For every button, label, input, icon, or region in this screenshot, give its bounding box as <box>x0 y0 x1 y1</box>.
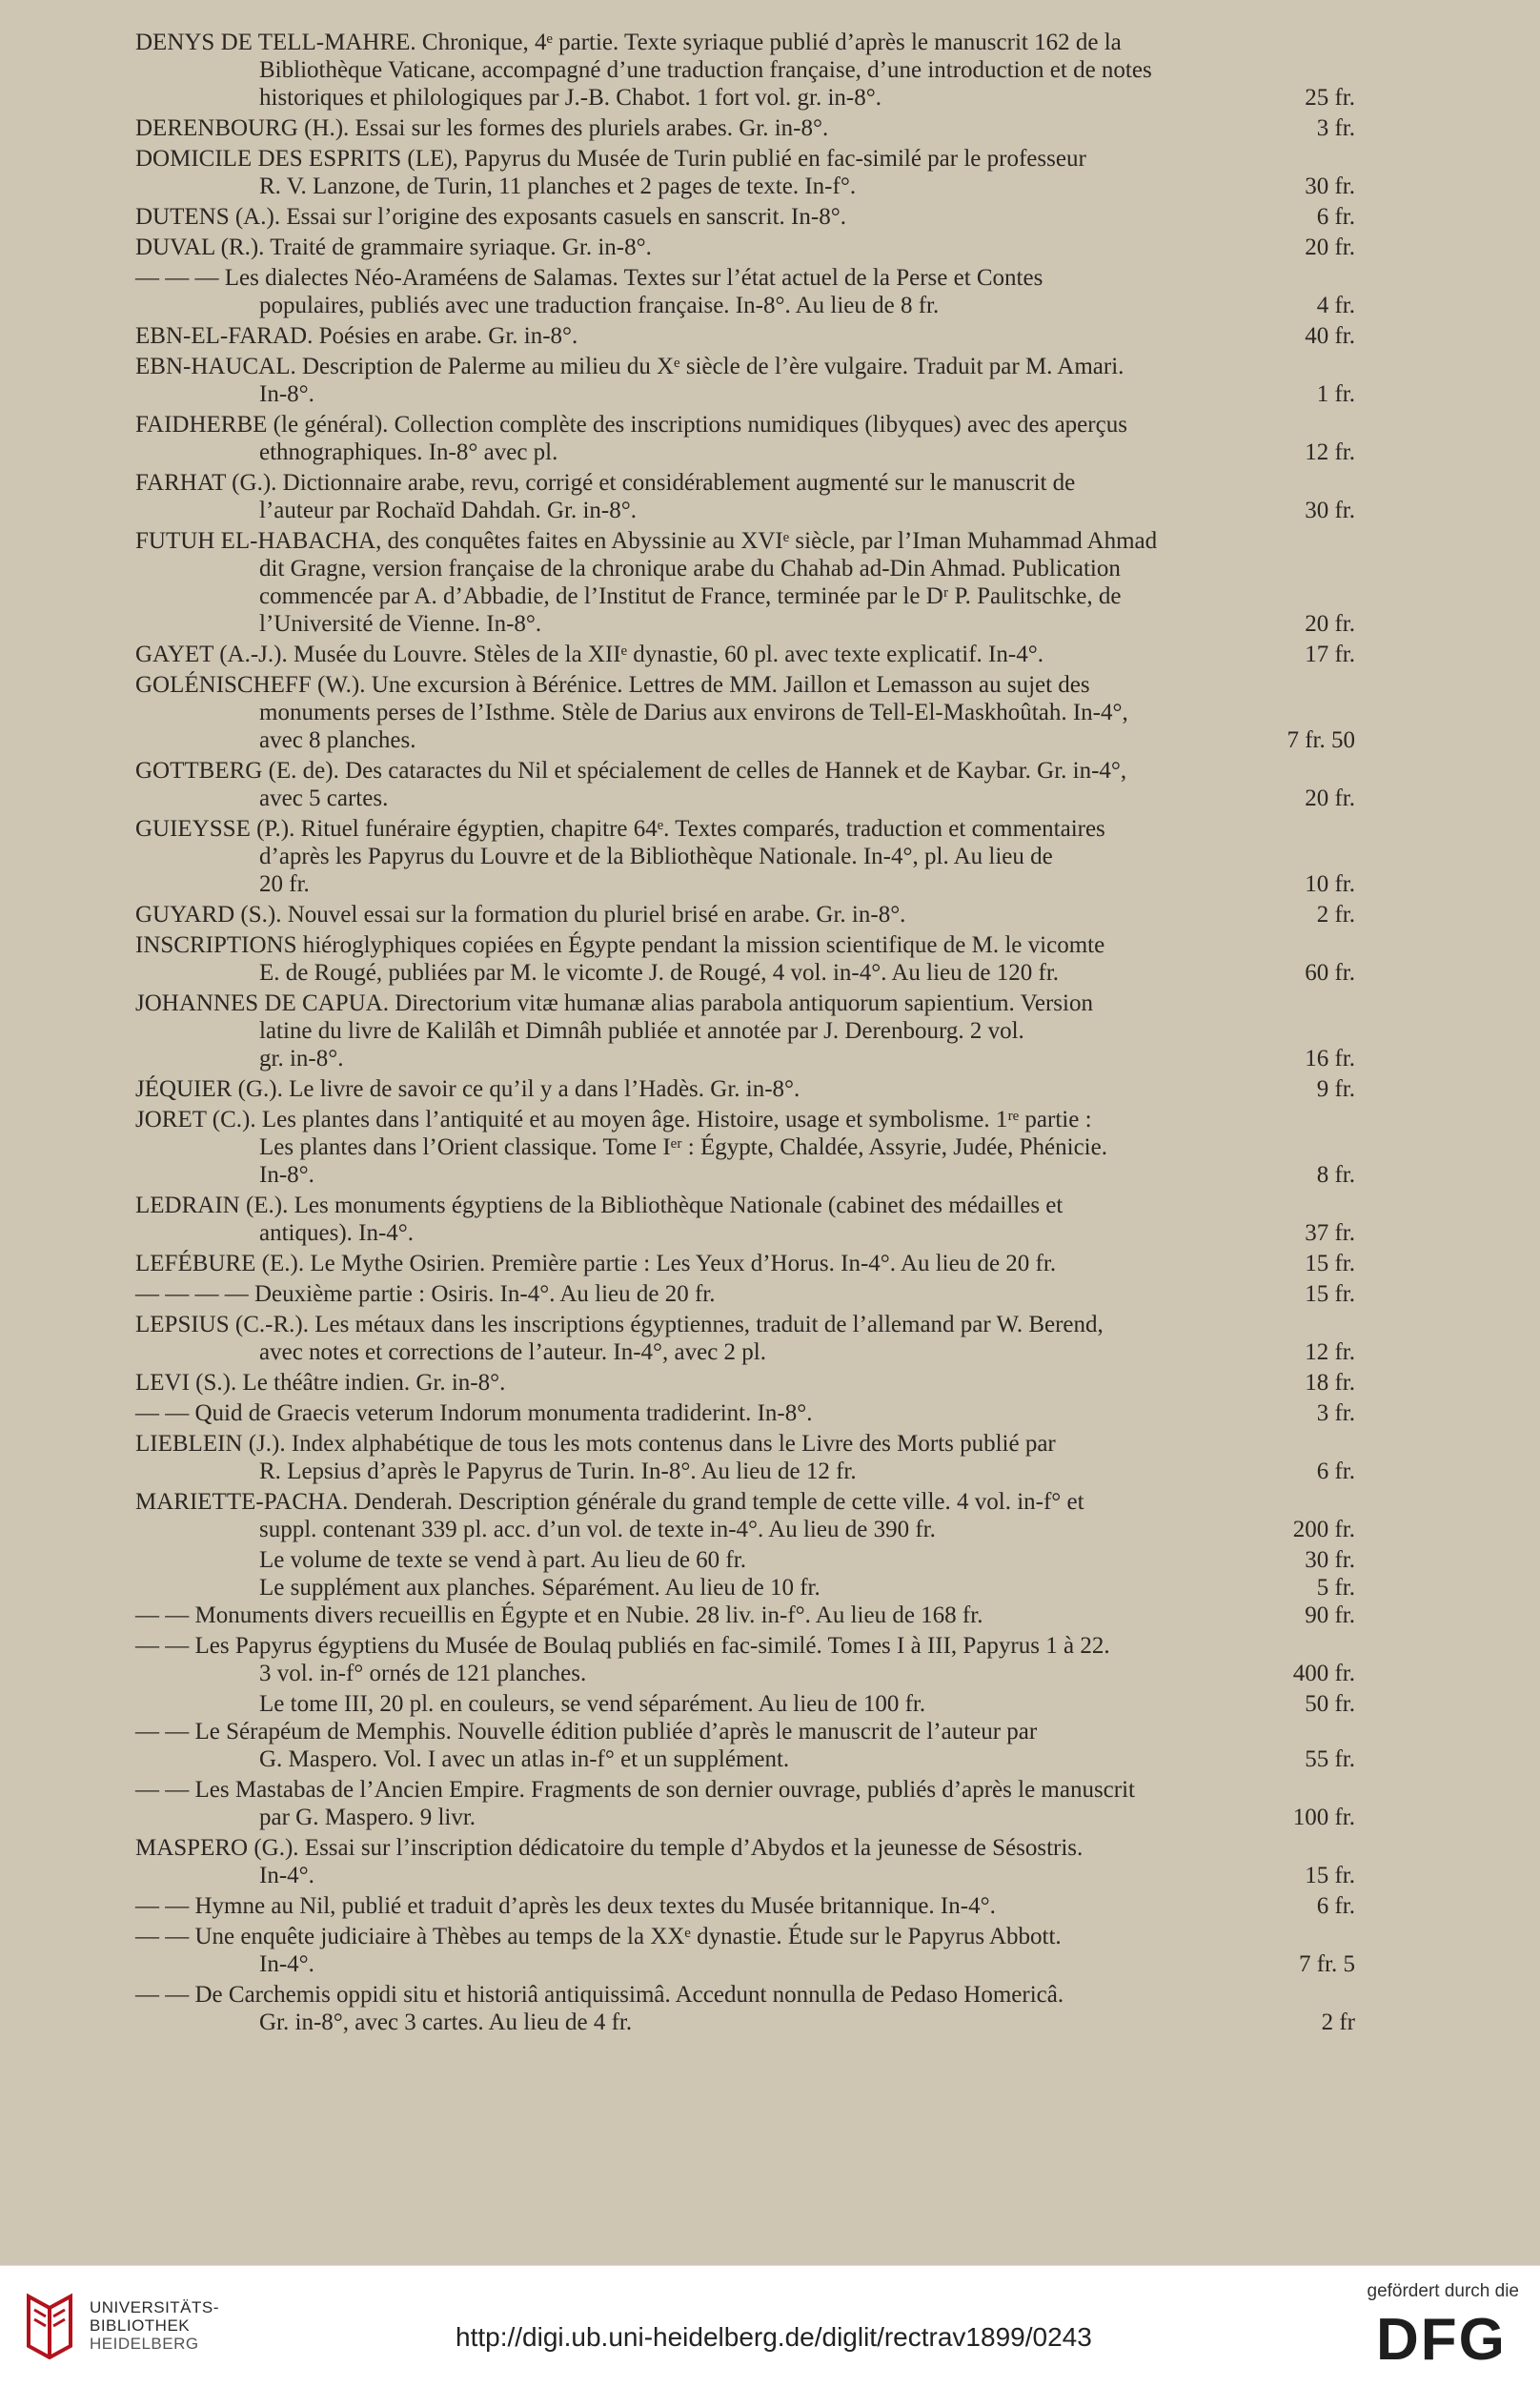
entry-price: 55 fr. <box>1305 1746 1355 1772</box>
entry-price: 400 fr. <box>1292 1661 1355 1686</box>
entry-continuation-line: Bibliothèque Vaticane, accompagné d’une traduction française, d’une introduction et de notes <box>259 57 1152 83</box>
entry-heading-line: LEPSIUS (C.-R.). Les métaux dans les inscriptions égyptiennes, traduit de l’allemand par W. Berend, <box>135 1312 1104 1337</box>
catalog-entry <box>135 411 1355 466</box>
entry-sub-item <box>135 1574 1355 1602</box>
catalog-entry <box>135 1192 1355 1247</box>
entry-heading-line: JORET (C.). Les plantes dans l’antiquité et au moyen âge. Histoire, usage et symbolisme. 1ʳᵉ partie : <box>135 1107 1092 1132</box>
entry-price: 2 fr. <box>1316 902 1355 928</box>
entry-continuation-line: commencée par A. d’Abbadie, de l’Institut de France, terminée par le Dʳ P. Paulitschke, de <box>259 583 1122 609</box>
catalog-entry <box>135 757 1355 812</box>
entry-heading-line: — — De Carchemis oppidi situ et historiâ antiquissimâ. Accedunt nonnulla de Pedaso Homericâ. <box>135 1982 1064 2008</box>
catalog-entry <box>135 1075 1355 1103</box>
sub-item-text: Le volume de texte se vend à part. Au lieu de 60 fr. <box>259 1547 746 1573</box>
entry-continuation-line: l’auteur par Rochaïd Dahdah. Gr. in-8°. <box>259 498 637 523</box>
entry-continuation-line: suppl. contenant 339 pl. acc. d’un vol. de texte in-4°. Au lieu de 390 fr. <box>259 1517 936 1542</box>
entry-price: 1 fr. <box>1316 381 1355 407</box>
catalog-entry <box>135 1602 1355 1629</box>
entry-heading-line: EBN-HAUCAL. Description de Palerme au milieu du Xᵉ siècle de l’ère vulgaire. Traduit par M. Amari. <box>135 354 1125 379</box>
catalog-entry <box>135 203 1355 231</box>
university-library-logo-icon <box>21 2291 78 2359</box>
catalog-entry <box>135 145 1355 200</box>
catalog-listing <box>135 29 1355 2039</box>
catalog-entry <box>135 1106 1355 1189</box>
catalog-entry <box>135 815 1355 898</box>
catalog-entry <box>135 353 1355 408</box>
entry-price: 90 fr. <box>1305 1602 1355 1628</box>
entry-continuation-line: Gr. in-8°, avec 3 cartes. Au lieu de 4 fr. <box>259 2010 633 2035</box>
catalog-entry <box>135 527 1355 638</box>
dfg-logo-text: DFG <box>1376 2310 1507 2367</box>
entry-price: 12 fr. <box>1305 439 1355 465</box>
entry-price: 100 fr. <box>1292 1805 1355 1830</box>
entry-heading-line: — — Monuments divers recueillis en Égypte et en Nubie. 28 liv. in-f°. Au lieu de 168 fr. <box>135 1602 983 1628</box>
catalog-entry <box>135 1250 1355 1277</box>
catalog-entry <box>135 1892 1355 1920</box>
entry-continuation-line: avec 5 cartes. <box>259 785 389 811</box>
entry-price: 200 fr. <box>1292 1517 1355 1542</box>
entry-continuation-line: In-4°. <box>259 1863 314 1888</box>
entry-heading-line: FUTUH EL-HABACHA, des conquêtes faites en Abyssinie au XVIᵉ siècle, par l’Iman Muhammad Ahmad <box>135 528 1158 554</box>
entry-heading-line: DUVAL (R.). Traité de grammaire syriaque. Gr. in-8°. <box>135 235 652 260</box>
entry-heading-line: — — — Les dialectes Néo-Araméens de Salamas. Textes sur l’état actuel de la Perse et Contes <box>135 265 1044 291</box>
catalog-entry <box>135 1981 1355 2036</box>
catalog-entry <box>135 1311 1355 1366</box>
catalog-entry <box>135 234 1355 261</box>
entry-price: 15 fr. <box>1305 1863 1355 1888</box>
entry-sub-item <box>135 1546 1355 1574</box>
catalog-entry <box>135 989 1355 1072</box>
entry-heading-line: GOTTBERG (E. de). Des cataractes du Nil et spécialement de celles de Hannek et de Kaybar. Gr. in-4°, <box>135 758 1127 784</box>
entry-heading-line: — — — — Deuxième partie : Osiris. In-4°. Au lieu de 20 fr. <box>135 1281 716 1307</box>
permalink-url[interactable]: http://digi.ub.uni-heidelberg.de/diglit/rectrav1899/0243 <box>456 2322 1092 2352</box>
entry-continuation-line: avec notes et corrections de l’auteur. In-4°, avec 2 pl. <box>259 1339 766 1365</box>
entry-heading-line: — — Les Mastabas de l’Ancien Empire. Fragments de son dernier ouvrage, publiés d’après le manuscrit <box>135 1777 1135 1803</box>
entry-heading-line: FARHAT (G.). Dictionnaire arabe, revu, corrigé et considérablement augmenté sur le manuscrit de <box>135 470 1076 496</box>
entry-price: 4 fr. <box>1316 293 1355 318</box>
catalog-entry <box>135 1718 1355 1773</box>
entry-heading-line: — — Les Papyrus égyptiens du Musée de Boulaq publiés en fac-similé. Tomes I à III, Papyrus 1 à 22. <box>135 1633 1110 1659</box>
entry-continuation-line: ethnographiques. In-8° avec pl. <box>259 439 558 465</box>
entry-heading-line: — — Quid de Graecis veterum Indorum monumenta tradiderint. In-8°. <box>135 1400 813 1426</box>
entry-continuation-line: par G. Maspero. 9 livr. <box>259 1805 476 1830</box>
entry-continuation-line: historiques et philologiques par J.-B. Chabot. 1 fort vol. gr. in-8°. <box>259 85 881 111</box>
sub-item-text: Le tome III, 20 pl. en couleurs, se vend séparément. Au lieu de 100 fr. <box>259 1691 926 1717</box>
catalog-entry <box>135 1280 1355 1308</box>
entry-price: 60 fr. <box>1305 960 1355 986</box>
catalog-entry <box>135 322 1355 350</box>
entry-price: 7 fr. 50 <box>1287 727 1355 753</box>
entry-price: 6 fr. <box>1316 1459 1355 1484</box>
entry-heading-line: DENYS DE TELL-MAHRE. Chronique, 4ᵉ partie. Texte syriaque publié d’après le manuscrit 162 de la <box>135 30 1122 55</box>
entry-price: 6 fr. <box>1316 1893 1355 1919</box>
entry-price: 18 fr. <box>1305 1370 1355 1396</box>
entry-price: 17 fr. <box>1305 642 1355 667</box>
entry-continuation-line: R. V. Lanzone, de Turin, 11 planches et 2 pages de texte. In-f°. <box>259 173 857 199</box>
entry-price: 37 fr. <box>1305 1220 1355 1246</box>
entry-continuation-line: In-4°. <box>259 1951 314 1977</box>
catalog-entry <box>135 1488 1355 1543</box>
entry-price: 6 fr. <box>1316 204 1355 230</box>
sub-item-text: Le supplément aux planches. Séparément. Au lieu de 10 fr. <box>259 1575 821 1601</box>
entry-price: 12 fr. <box>1305 1339 1355 1365</box>
entry-heading-line: MARIETTE-PACHA. Denderah. Description générale du grand temple de cette ville. 4 vol. in-f° et <box>135 1489 1084 1515</box>
entry-heading-line: EBN-EL-FARAD. Poésies en arabe. Gr. in-8°. <box>135 323 578 349</box>
entry-continuation-line: latine du livre de Kalilâh et Dimnâh publiée et annotée par J. Derenbourg. 2 vol. <box>259 1018 1024 1044</box>
sub-item-price: 30 fr. <box>1305 1547 1355 1573</box>
library-name-line-1: UNIVERSITÄTS- <box>90 2298 219 2316</box>
entry-price: 9 fr. <box>1316 1076 1355 1102</box>
entry-continuation-line: Les plantes dans l’Orient classique. Tome Iᵉʳ : Égypte, Chaldée, Assyrie, Judée, Phénicie. <box>259 1134 1107 1160</box>
entry-price: 2 fr <box>1321 2010 1355 2035</box>
catalog-entry <box>135 469 1355 524</box>
entry-heading-line: LEVI (S.). Le théâtre indien. Gr. in-8°. <box>135 1370 506 1396</box>
catalog-entry <box>135 1923 1355 1978</box>
entry-continuation-line: l’Université de Vienne. In-8°. <box>259 611 542 637</box>
entry-price: 30 fr. <box>1305 173 1355 199</box>
entry-heading-line: LEDRAIN (E.). Les monuments égyptiens de la Bibliothèque Nationale (cabinet des médailles et <box>135 1193 1064 1218</box>
entry-heading-line: — — Hymne au Nil, publié et traduit d’après les deux textes du Musée britannique. In-4°. <box>135 1893 996 1919</box>
entry-heading-line: GUYARD (S.). Nouvel essai sur la formation du pluriel brisé en arabe. Gr. in-8°. <box>135 902 906 928</box>
entry-continuation-line: 20 fr. <box>259 871 310 897</box>
entry-continuation-line: G. Maspero. Vol. I avec un atlas in-f° et un supplément. <box>259 1746 790 1772</box>
entry-price: 20 fr. <box>1305 785 1355 811</box>
entry-price: 20 fr. <box>1305 611 1355 637</box>
entry-price: 20 fr. <box>1305 235 1355 260</box>
catalog-entry <box>135 1430 1355 1485</box>
entry-price: 8 fr. <box>1316 1162 1355 1188</box>
sub-item-price: 5 fr. <box>1316 1575 1355 1601</box>
catalog-entry <box>135 931 1355 987</box>
entry-continuation-line: gr. in-8°. <box>259 1046 344 1071</box>
entry-price: 30 fr. <box>1305 498 1355 523</box>
entry-heading-line: DUTENS (A.). Essai sur l’origine des exposants casuels en sanscrit. In-8°. <box>135 204 846 230</box>
entry-continuation-line: monuments perses de l’Isthme. Stèle de Darius aux environs de Tell-El-Maskhoûtah. In-4°, <box>259 700 1128 725</box>
entry-price: 16 fr. <box>1305 1046 1355 1071</box>
catalog-entry <box>135 641 1355 668</box>
catalog-entry <box>135 114 1355 142</box>
entry-continuation-line: R. Lepsius d’après le Papyrus de Turin. In-8°. Au lieu de 12 fr. <box>259 1459 857 1484</box>
entry-continuation-line: d’après les Papyrus du Louvre et de la Bibliothèque Nationale. In-4°, pl. Au lieu de <box>259 844 1053 869</box>
library-name-line-3: HEIDELBERG <box>90 2335 199 2353</box>
catalog-entry <box>135 1399 1355 1427</box>
entry-heading-line: GOLÉNISCHEFF (W.). Une excursion à Bérénice. Lettres de MM. Jaillon et Lemasson au sujet des <box>135 672 1090 698</box>
entry-price: 3 fr. <box>1316 115 1355 141</box>
entry-price: 15 fr. <box>1305 1251 1355 1276</box>
entry-price: 10 fr. <box>1305 871 1355 897</box>
entry-price: 40 fr. <box>1305 323 1355 349</box>
entry-heading-line: — — Le Sérapéum de Memphis. Nouvelle édition publiée d’après le manuscrit de l’auteur par <box>135 1719 1038 1744</box>
catalog-entry <box>135 1369 1355 1397</box>
entry-heading-line: FAIDHERBE (le général). Collection complète des inscriptions numidiques (libyques) avec des aperçus <box>135 412 1127 438</box>
catalog-entry <box>135 901 1355 928</box>
entry-heading-line: — — Une enquête judiciaire à Thèbes au temps de la XXᵉ dynastie. Étude sur le Papyrus Abbott. <box>135 1924 1062 1949</box>
entry-heading-line: LEFÉBURE (E.). Le Mythe Osirien. Première partie : Les Yeux d’Horus. In-4°. Au lieu de 20 fr. <box>135 1251 1057 1276</box>
library-name <box>90 2298 219 2353</box>
catalog-entry <box>135 1776 1355 1831</box>
entry-heading-line: INSCRIPTIONS hiéroglyphiques copiées en Égypte pendant la mission scientifique de M. le vicomte <box>135 932 1105 958</box>
entry-price: 7 fr. 5 <box>1298 1951 1355 1977</box>
entry-continuation-line: In-8°. <box>259 381 314 407</box>
entry-heading-line: JÉQUIER (G.). Le livre de savoir ce qu’il y a dans l’Hadès. Gr. in-8°. <box>135 1076 800 1102</box>
entry-sub-item <box>135 1690 1355 1718</box>
catalog-entry <box>135 1834 1355 1889</box>
entry-continuation-line: 3 vol. in-f° ornés de 121 planches. <box>259 1661 587 1686</box>
catalog-entry <box>135 29 1355 112</box>
funding-caption: gefördert durch die <box>1367 2281 1519 2301</box>
entry-continuation-line: E. de Rougé, publiées par M. le vicomte J. de Rougé, 4 vol. in-4°. Au lieu de 120 fr. <box>259 960 1060 986</box>
entry-heading-line: LIEBLEIN (J.). Index alphabétique de tous les mots contenus dans le Livre des Morts publié par <box>135 1431 1056 1457</box>
entry-heading-line: GUIEYSSE (P.). Rituel funéraire égyptien, chapitre 64ᵉ. Textes comparés, traduction et commentaires <box>135 816 1105 842</box>
catalog-entry <box>135 1632 1355 1687</box>
entry-heading-line: MASPERO (G.). Essai sur l’inscription dédicatoire du temple d’Abydos et la jeunesse de Sésostris. <box>135 1835 1084 1861</box>
entry-heading-line: JOHANNES DE CAPUA. Directorium vitæ humanæ alias parabola antiquorum sapientium. Version <box>135 990 1093 1016</box>
entry-price: 3 fr. <box>1316 1400 1355 1426</box>
entry-continuation-line: antiques). In-4°. <box>259 1220 415 1246</box>
catalog-entry <box>135 264 1355 319</box>
entry-heading-line: DOMICILE DES ESPRITS (LE), Papyrus du Musée de Turin publié en fac-similé par le professeur <box>135 146 1086 172</box>
entry-heading-line: DERENBOURG (H.). Essai sur les formes des pluriels arabes. Gr. in-8°. <box>135 115 829 141</box>
dfg-logo-icon <box>1376 2310 1519 2367</box>
sub-item-price: 50 fr. <box>1305 1691 1355 1717</box>
entry-price: 15 fr. <box>1305 1281 1355 1307</box>
entry-price: 25 fr. <box>1305 85 1355 111</box>
entry-continuation-line: avec 8 planches. <box>259 727 416 753</box>
entry-continuation-line: dit Gragne, version française de la chronique arabe du Chahab ad-Din Ahmad. Publication <box>259 556 1121 581</box>
entry-heading-line: GAYET (A.-J.). Musée du Louvre. Stèles de la XIIᵉ dynastie, 60 pl. avec texte explicatif. In-4°. <box>135 642 1044 667</box>
catalog-entry <box>135 671 1355 754</box>
entry-continuation-line: populaires, publiés avec une traduction française. In-8°. Au lieu de 8 fr. <box>259 293 940 318</box>
entry-continuation-line: In-8°. <box>259 1162 314 1188</box>
library-name-line-2: BIBLIOTHEK <box>90 2316 191 2335</box>
